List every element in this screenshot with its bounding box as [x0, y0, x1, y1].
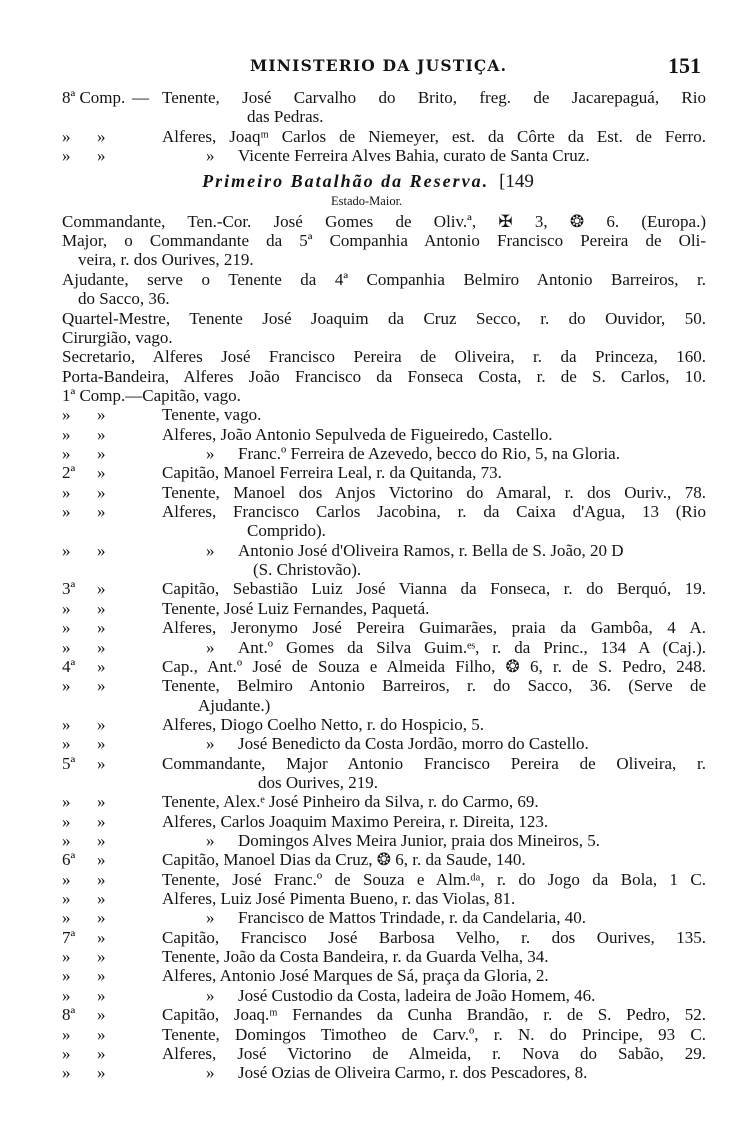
roster-line — [0, 908, 736, 928]
entry-text: José Ozias de Oliveira Carmo, r. dos Pescadores, 8. — [238, 1063, 588, 1083]
ditto-mark: » — [97, 811, 106, 831]
company-label: » — [62, 444, 71, 463]
ditto-mark: » — [97, 850, 106, 870]
ditto-mark: » — [97, 656, 106, 676]
roster-line — [0, 773, 736, 793]
entry-text: José Custodio da Costa, ladeira de João Homem, 46. — [238, 985, 596, 1005]
company-label: » — [62, 966, 71, 986]
ministry-title: MINISTERIO DA JUSTIÇA. — [250, 56, 508, 75]
entry-text: Commandante, Major Antonio Francisco Pereira de Oliveira, r. — [162, 753, 706, 773]
roster-line — [0, 425, 736, 445]
entry-text: Capitão, Francisco José Barbosa Velho, r. dos Ourives, 135. — [162, 927, 706, 947]
roster-line — [0, 107, 736, 127]
company-label: 3ª — [62, 579, 76, 599]
entry-text: Tenente, José Carvalho do Brito, freg. de Jacarepaguá, Rio — [162, 88, 706, 107]
entry-text: Antonio José d'Oliveira Ramos, r. Bella de S. João, 20 D — [238, 540, 624, 560]
entry-text: Commandante, Ten.-Cor. José Gomes de Oliv.ª, ✠ 3, ❂ 6. (Europa.) — [62, 211, 706, 231]
company-label: » — [62, 1063, 71, 1083]
ditto-mark: » — [206, 908, 215, 928]
roster-line — [0, 657, 736, 677]
ditto-mark: » — [97, 637, 106, 657]
heading-text: Primeiro Batalhão da Reserva. — [202, 171, 490, 192]
company-label: » — [62, 908, 71, 928]
roster-line — [0, 889, 736, 909]
running-header — [0, 53, 736, 82]
heading-reference: [149 — [499, 171, 534, 193]
company-label: » — [62, 734, 71, 754]
continuation-text: Ajudante.) — [198, 695, 271, 715]
ditto-mark: » — [97, 734, 106, 754]
roster-line — [0, 754, 736, 774]
company-label: 5ª — [62, 753, 76, 773]
roster-line — [0, 309, 736, 329]
roster-line — [0, 850, 736, 870]
entry-text: Tenente, Belmiro Antonio Barreiros, r. do Sacco, 36. (Serve de — [162, 676, 706, 696]
roster-line — [0, 1044, 736, 1064]
roster-line — [0, 792, 736, 812]
company-label: » — [62, 1043, 71, 1063]
roster-line — [0, 367, 736, 387]
company-label: 4ª — [62, 656, 76, 676]
entry-text: Capitão, Sebastião Luiz José Vianna da Fonseca, r. do Berquó, 19. — [162, 579, 706, 599]
ditto-mark: » — [206, 444, 215, 463]
entry-text: Ant.º Gomes da Silva Guim.ᵉˢ, r. da Princ., 134 A (Caj.). — [238, 637, 706, 657]
ditto-mark: » — [97, 444, 106, 463]
roster-line — [0, 734, 736, 754]
ditto-mark: » — [97, 714, 106, 734]
roster-line — [0, 289, 736, 309]
roster-line — [0, 444, 736, 464]
roster-line — [0, 405, 736, 425]
entry-text: Tenente, José Franc.º de Souza e Alm.ᵈᵃ, r. do Jogo da Bola, 1 C. — [162, 869, 706, 889]
ditto-mark: » — [97, 908, 106, 928]
roster-line — [0, 599, 736, 619]
company-label: » — [62, 985, 71, 1005]
ditto-mark: » — [97, 463, 106, 483]
company-label: » — [62, 482, 71, 502]
company-label: » — [62, 831, 71, 850]
roster-line — [0, 676, 736, 696]
entry-text: Vicente Ferreira Alves Bahia, curato de Santa Cruz. — [238, 146, 590, 165]
ditto-mark: » — [206, 734, 215, 754]
company-label: » — [62, 637, 71, 657]
company-label: » — [62, 811, 71, 831]
roster-line — [0, 347, 736, 367]
roster-line — [0, 483, 736, 503]
ditto-mark: » — [97, 1043, 106, 1063]
continuation-text: das Pedras. — [247, 107, 324, 127]
ditto-mark: » — [97, 1063, 106, 1083]
roster-line — [0, 146, 736, 166]
roster-line — [0, 328, 736, 348]
entry-text: Secretario, Alferes José Francisco Pereira de Oliveira, r. da Princeza, 160. — [62, 347, 706, 367]
entry-text: 1ª Comp.—Capitão, vago. — [62, 385, 241, 405]
company-label: » — [62, 869, 71, 889]
entry-text: Tenente, Alex.ᵉ José Pinheiro da Silva, r. do Carmo, 69. — [162, 792, 539, 812]
company-label: » — [62, 714, 71, 734]
entry-text: Quartel-Mestre, Tenente José Joaquim da Cruz Secco, r. do Ouvidor, 50. — [62, 308, 706, 328]
entry-text: Major, o Commandante da 5ª Companhia Antonio Francisco Pereira de Oli- — [62, 231, 706, 251]
roster-line — [0, 250, 736, 270]
entry-text: Tenente, João da Costa Bandeira, r. da Guarda Velha, 34. — [162, 947, 549, 967]
ditto-mark: » — [97, 1005, 106, 1025]
company-label: » — [62, 540, 71, 560]
entry-text: Cap., Ant.º José de Souza e Almeida Filho, ❂ 6, r. de S. Pedro, 248. — [162, 656, 706, 676]
roster-line — [0, 1005, 736, 1025]
entry-text: Alferes, Francisco Carlos Jacobina, r. da Caixa d'Agua, 13 (Rio — [162, 502, 706, 521]
ditto-mark: — — [132, 88, 149, 107]
roster-line — [0, 812, 736, 832]
ditto-mark: » — [97, 126, 106, 146]
ditto-mark: » — [206, 1063, 215, 1083]
ditto-mark: » — [97, 869, 106, 889]
entry-text: Domingos Alves Meira Junior, praia dos Mineiros, 5. — [238, 831, 600, 850]
entry-text: Alferes, João Antonio Sepulveda de Figueiredo, Castello. — [162, 424, 553, 444]
company-label: 7ª — [62, 927, 76, 947]
company-label: » — [62, 126, 71, 146]
ditto-mark: » — [97, 618, 106, 638]
entry-text: Alferes, Diogo Coelho Netto, r. do Hospicio, 5. — [162, 714, 485, 734]
entry-text: Tenente, vago. — [162, 405, 262, 425]
continuation-text: dos Ourives, 219. — [258, 772, 378, 792]
company-label: 6ª — [62, 850, 76, 870]
ditto-mark: » — [97, 831, 106, 850]
ditto-mark: » — [97, 753, 106, 773]
ditto-mark: » — [206, 985, 215, 1005]
entry-text: Tenente, Manoel dos Anjos Victorino do Amaral, r. dos Ouriv., 78. — [162, 482, 706, 502]
section-subheading — [0, 191, 736, 211]
ditto-mark: » — [97, 947, 106, 967]
roster-line — [0, 715, 736, 735]
roster-line — [0, 212, 736, 232]
roster-line — [0, 127, 736, 147]
continuation-text: (S. Christovão). — [253, 560, 362, 580]
roster-line — [0, 502, 736, 522]
ditto-mark: » — [97, 598, 106, 618]
entry-text: Capitão, Manoel Dias da Cruz, ❂ 6, r. da Saude, 140. — [162, 850, 526, 870]
roster-line — [0, 638, 736, 658]
page-number: 151 — [668, 53, 701, 78]
entry-text: Franc.º Ferreira de Azevedo, becco do Rio, 5, na Gloria. — [238, 444, 620, 463]
roster-line — [0, 947, 736, 967]
company-label: » — [62, 947, 71, 967]
ditto-mark: » — [206, 146, 215, 165]
entry-text: Francisco de Mattos Trindade, r. da Candelaria, 40. — [238, 908, 586, 928]
entry-text: Cirurgião, vago. — [62, 327, 173, 347]
company-label: » — [62, 792, 71, 812]
entry-text: Alferes, Luiz José Pimenta Bueno, r. das Violas, 81. — [162, 889, 516, 908]
roster-line — [0, 928, 736, 948]
roster-line — [0, 88, 736, 108]
entry-text: Alferes, Jeronymo José Pereira Guimarães, praia da Gambôa, 4 A. — [162, 618, 706, 638]
company-label: » — [62, 889, 71, 908]
ditto-mark: » — [97, 482, 106, 502]
ditto-mark: » — [97, 146, 106, 165]
roster-line — [0, 579, 736, 599]
roster-line — [0, 1063, 736, 1083]
ditto-mark: » — [97, 1024, 106, 1044]
section-heading — [0, 171, 736, 191]
roster-line — [0, 986, 736, 1006]
continuation-text: Comprido). — [247, 521, 326, 541]
ditto-mark: » — [97, 889, 106, 908]
roster-line — [0, 560, 736, 580]
entry-text: Alferes, José Victorino de Almeida, r. Nova do Sabão, 29. — [162, 1043, 706, 1063]
company-label: » — [62, 405, 71, 425]
company-label: 8ª Comp. — [62, 88, 126, 107]
ditto-mark: » — [97, 985, 106, 1005]
ditto-mark: » — [97, 927, 106, 947]
continuation-text: veira, r. dos Ourives, 219. — [78, 250, 254, 270]
roster-line — [0, 231, 736, 251]
entry-text: Tenente, José Luiz Fernandes, Paquetá. — [162, 598, 430, 618]
subheading-text: Estado-Maior. — [331, 194, 403, 209]
ditto-mark: » — [97, 502, 106, 521]
ditto-mark: » — [206, 540, 215, 560]
ditto-mark: » — [97, 792, 106, 812]
company-label: 2ª — [62, 463, 76, 483]
ditto-mark: » — [206, 637, 215, 657]
heading-row — [0, 171, 736, 192]
roster-line — [0, 541, 736, 561]
entry-text: Alferes, Carlos Joaquim Maximo Pereira, r. Direita, 123. — [162, 811, 549, 831]
roster-line — [0, 386, 736, 406]
entry-text: Porta-Bandeira, Alferes João Francisco da Fonseca Costa, r. de S. Carlos, 10. — [62, 366, 706, 386]
ditto-mark: » — [97, 405, 106, 425]
ditto-mark: » — [206, 831, 215, 850]
entry-text: Alferes, Antonio José Marques de Sá, praça da Gloria, 2. — [162, 966, 549, 986]
company-label: » — [62, 502, 71, 521]
company-label: » — [62, 424, 71, 444]
roster-line — [0, 966, 736, 986]
company-label: » — [62, 618, 71, 638]
ditto-mark: » — [97, 676, 106, 696]
entry-text: Ajudante, serve o Tenente da 4ª Companhia Belmiro Antonio Barreiros, r. — [62, 269, 706, 289]
ditto-mark: » — [97, 579, 106, 599]
roster-line — [0, 696, 736, 716]
entry-text: Tenente, Domingos Timotheo de Carv.º, r. N. do Principe, 93 C. — [162, 1024, 706, 1044]
ditto-mark: » — [97, 540, 106, 560]
entry-text: Alferes, Joaqᵐ Carlos de Niemeyer, est. da Côrte da Est. de Ferro. — [162, 126, 706, 146]
roster-line — [0, 870, 736, 890]
roster-line — [0, 270, 736, 290]
company-label: » — [62, 146, 71, 165]
entry-text: Capitão, Joaq.ᵐ Fernandes da Cunha Brandão, r. de S. Pedro, 52. — [162, 1005, 706, 1025]
entry-text: Capitão, Manoel Ferreira Leal, r. da Quitanda, 73. — [162, 463, 502, 483]
entry-text: José Benedicto da Costa Jordão, morro do Castello. — [238, 734, 589, 754]
company-label: » — [62, 598, 71, 618]
roster-line — [0, 1025, 736, 1045]
roster-line — [0, 618, 736, 638]
continuation-text: do Sacco, 36. — [78, 289, 170, 309]
roster-line — [0, 463, 736, 483]
company-label: » — [62, 676, 71, 696]
roster-line — [0, 831, 736, 851]
company-label: 8ª — [62, 1005, 76, 1025]
ditto-mark: » — [97, 424, 106, 444]
roster-line — [0, 521, 736, 541]
company-label: » — [62, 1024, 71, 1044]
ditto-mark: » — [97, 966, 106, 986]
